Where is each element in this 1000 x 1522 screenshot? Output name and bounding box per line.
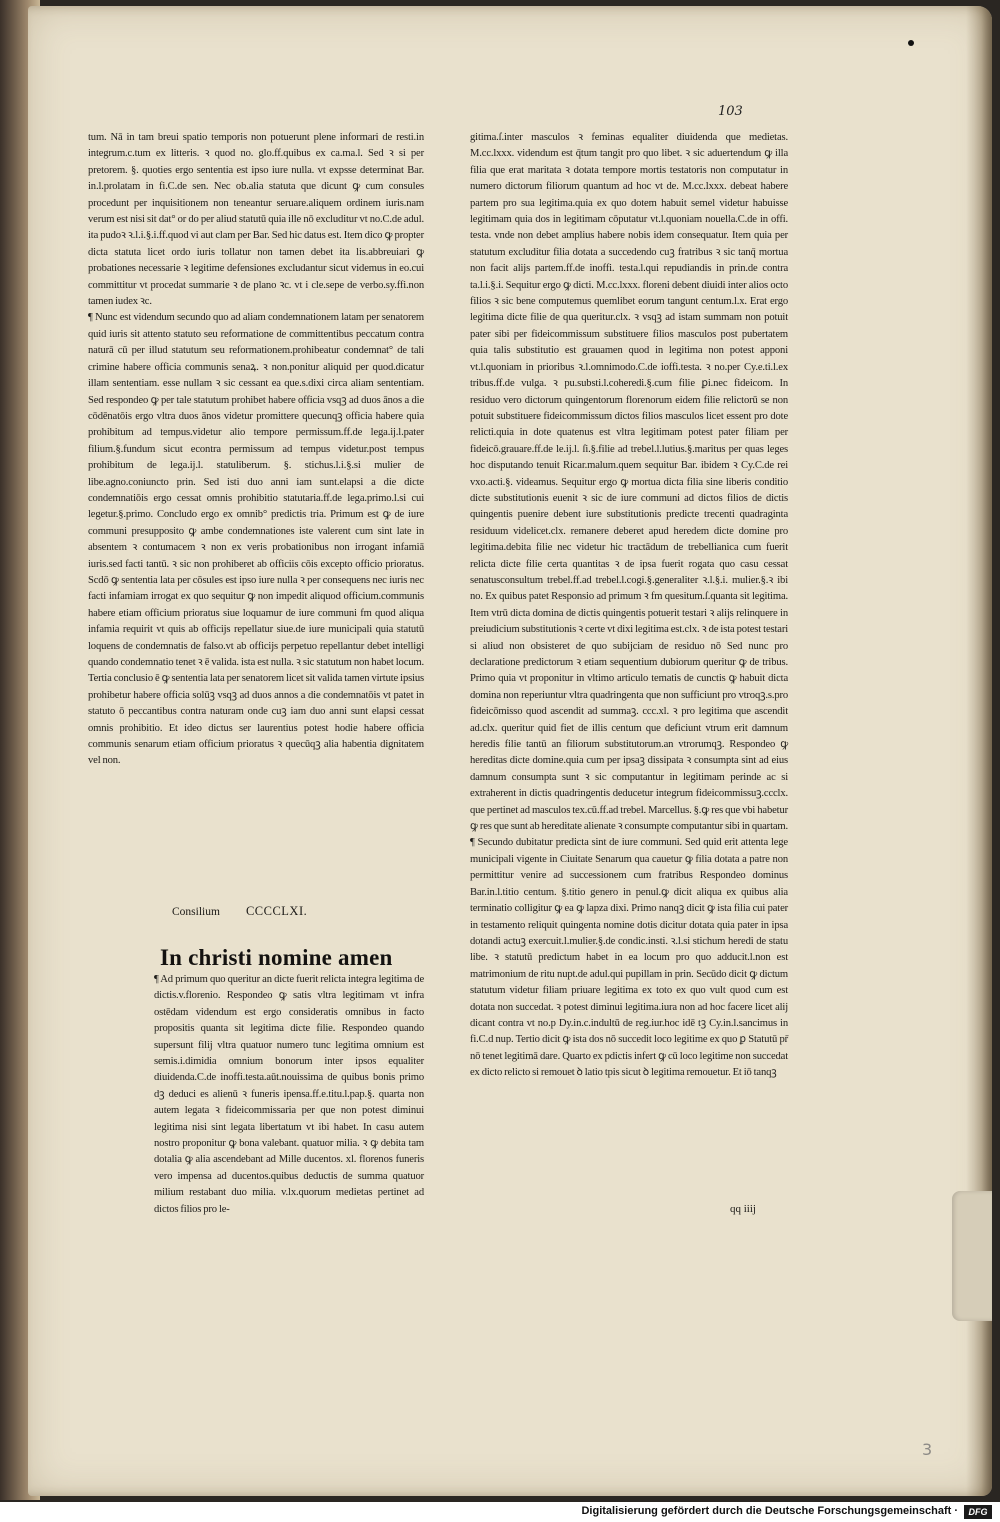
pencil-mark: 3 [922, 1440, 933, 1459]
consilium-number: CCCCLXI. [245, 904, 308, 918]
paragraph: ¶ Ad primum quo queritur an dicte fuerit relicta integra legitima de dictis.v.florenio. Respondeo ꝙ satis vltra legitimam vt infra ostēdam videndum est ergo consideratis omnibus in facto propositis quanta sit legitima dicte filie. Respondeo quando supersunt filij vltra quatuor numero tunc legitima omnium est semis.i.dimidia omnium bonorum inter ipsos equaliter diuidenda.C.de inoffi.testa.aūt.nouissima de quibus bonis primo dꝫ deduci es alienū ꝛ funeris ipensa.ff.e.titu.l.pap.§. quarta non autem legata ꝛ fideicommissaria per que non potest diminui legitima nisi sint legata libertatum vt ibi habet. In casu autem nostro proponitur ꝙ bona valebant. quatuor milia. ꝛ ꝙ debita tam dotalia ꝙ alia ascendebant ad Mille ducentos. xl. florenos funeris vero impensa ad ducentos.quibus deductis de summa quatuor milium restabant duo milia. v.lx.quorum medietas pertinet ad dictos filios pro le- [154, 974, 424, 1215]
paragraph: gitima.ſ.inter masculos ꝛ feminas equaliter diuidenda que medietas. M.cc.lxxx. videndum est q̄tum tangit pro quo libet. ꝛ sic aduertendum ꝙ illa filia que erat maritata ꝛ dotata tempore mortis testatoris non computatur in numero dictorum filiorum quantum ad hoc vt de. M.cc.lxxx. debeat habere partem pro sua legitima.quia ex quo dotem habuit semel videtur habuisse legitimam quia dos in legitimam cōputatur vt.l.quoniam nouella.C.de in offi. testa. vnde non debet amplius habere nobis idem consequatur. Item quia per statutum excluditur filia dotata a succedendo cuꝫ fratribus ꝛ sic tanq̄ mortua non facit alijs partem.ff.de inoffi. testa.l.qui repudiandis in prin.de contra ta.l.i.§.i. Sequitur ergo ꝙ dicti. M.cc.lxxx. floreni debent diuidi inter alios octo filios ꝛ sic bene computemus quemlibet eorum tangunt centum.l.x. Erat ergo legitima dicte filie de qua queritur.clx. ꝛ vsqꝫ ad istam summam non potuit pater sibi per fideicommissum substituere filios masculos post pubertatem quia talis substitutio est grauamen quod in legitima non potest apponi vt.l.quoniam in prioribus ꝛ.l.omnimodo.C.de ioffi.testa. ꝛ no.per Cy.e.ti.l.ex tribus.ff.de vulga. ꝛ pu.substi.l.coheredi.§.cum filie ꝑi.nec fideicom. In residuo vero dictorum quingentorum florenorum eidem filie relictorū se non potuit substituere fideicommissum dictos filios masculos licet essent pro dote relicti.quia in dote quatenus est vltra legitimam potest pater filiam per fideicō.grauare.ff.de le.ij.l. ſi.§.filie ad trebel.l.lutius.§.maritus per quas leges hoc disputando tenuit Ricar.malum.quem sequitur Bar. ibidem ꝛ Cy.C.de rei vxo.acti.§. videamus. Sequitur ergo ꝙ mortua dicta filia sine liberis conditio dicte substitutionis euenit ꝛ sic de iure communi ad dictos filios de dictis quingentis puenire debent iure substitutionis predicte trecenti quadraginta residuum videlicet.clx. remanere deberet apud heredem dicte domine pro legitima.debita filie nec videtur hic tractādum de trebellianica cum fuerit relicta dicte filie certa quantitas ꝛ de ipsa fuerit rogata quo casu cessat senatusconsultum trebel.ff.ad trebel.l.cogi.§.generaliter ꝛ.l.§.i. mulier.§.ꝛ ibi no. Ex quibus patet Responsio ad primum ꝛ fm quesitum.ſ.quanta sit legitima. Item vtrū dicta domina de dictis quingentis potuerit testari ꝛ alijs relinquere in preiudicium substitutionis ꝛ certe vt dixi legitima est.clx. ꝛ de ista potest testari si aliud non obsisteret de quo subijciam de residuo nō Sed nunc pro declaratione predictorum ꝛ etiam sequentium dubiorum queritur ꝙ de tribus. Primo quia vt proponitur in vltimo articulo tematis de cunctis ꝙ habuit dicta domina non reperiuntur vltra quadringenta que non sufficiunt pro vtroqꝫ.s.pro fideicōmisso quod ascendit ad summaꝫ. ccc.xl. ꝛ pro legitima que ascendit ad.clx. queritur quid fiet de illis centum que deficiunt vtrum erit damnum heredis filie tantū an filiorum substitutorum.an vtrorumqꝫ. Respondeo ꝙ hereditas dicte domine.quia cum per ipsaꝫ dissipata ꝛ consumpta sint ad eius damnum consumpta sunt ꝛ sic computantur in legitimam perinde ac si extraherent in dictis quadringentis deducetur integrum fideicommissuꝫ.ccclx. que pertinet ad masculos tex.cū.ff.ad trebel. Marcellus. §.ꝙ res que vbi habetur ꝙ res que sunt ab hereditate alienate ꝛ consumpte computantur sibi in quartam. ¶ Secundo dubitatur predicta sint de iure communi. Sed quid erit attenta lege municipali vigente in Ciuitate Senarum qua cauetur ꝙ filia dotata a patre non permittitur venire ad successionem cum fratribus Respondeo dominus Bar.in.l.titio centum. §.titio genero in penul.ꝙ dicit aliqua ex quibus alia terminatio colligitur ꝙ ea ꝙ lapza dixi. Primo nanqꝫ dicit ꝙ ista filia cui pater in testamento reliquit quingenta nomine dotis dicitur dotata quia pater in ipsa dotandi actuꝫ exercuit.l.mulier.§.de condic.insti. ꝛ.l.si stichum heredi de statu libe. ꝛ statutū predictum habet in ea locum pro quo adducit.l.non est matrimonium de ritu nupt.de adul.qui pupillam in prin. Secūdo dicit ꝙ dictum statutum videtur filiam priuare legitima ex toto ex quo vult quod cum est dotata non succedat. ꝛ potest diminui legitima.iura non ad hoc facere licet alij dicant contra vt no.p Dy.in.c.indultū de reg.iur.hoc idē tꝫ Cy.in.l.sancimus in fi.C.d nup. Tertio dicit ꝙ ista dos nō succedit loco legitime ex quo ꝑ Statutū pr̄ nō tenet legitimā dare. Quarto ex pdictis infert ꝙ cū loco legitime non succedat ex dicto relicto si remouet ꝺ latio tpis sicut ꝺ legitima remouetur. Et iō tanqꝫ [470, 132, 788, 1079]
right-column [470, 130, 788, 1082]
paragraph: ¶ Nunc est videndum secundo quo ad aliam condemnationem latam per senatorem quid iuris sit attento statuto seu reformatione de committentibus peccatum contra naturā cū per illud statutum seu reformationem.prohibeatur condemnat° de tali crimine habere officia communis senaꝝ. ꝛ non.ponitur aliquid per quod.dicatur illam sententiam. esse nullam ꝛ sic cessant ea que.s.dixi circa aliam sententiam. Sed respondeo ꝙ per tale statutum prohibet habere officia vsqꝫ ad duos ānos a die cōdēnatōis ergo vltra duos ānos videtur promittere quecunqꝫ officia habere quia prohibitum ad tempus.videtur alio tempore permissum.ff.de lega.ij.l.pater filium.§.fundum sicut econtra permissum ad tempus videtur.post tempus prohibitum de lega.ij.l. statuliberum. §. stichus.l.i.§.si mulier de libe.agno.coniuncto prin. Sed isti duo anni iam sunt.elapsi a die dicte condemnatiōis ergo cessat omnis prohibitio statutaria.ff.de lega.primo.l.si cui legetur.§.primo. Concludo ergo ex omnib° predictis tria. Primum est ꝙ de iure communi presupposito ꝙ ambe condemnationes iste valerent cum sint late in absentem ꝛ contumacem ꝛ non ex veris probationibus non irrogant infamiā iuris.sed facti tantū. ꝛ sic non prohiberet ab officiis cōis excepto officio prioratus. Scdō ꝙ sententia lata per cōsules est ipso iure nulla ꝛ per consequens nec iuris nec facti infamiam irrogat ex quo sequitur ꝙ non impedit aliquod officium.communis habere etiam officium prioratus siue loquamur de iure communi fm quod aliqua infamia requirit vt quis ab officijs repellatur siue.de iure municipali quia statutū loquens de condemnatis de falso.vt ab officijs perpetuo repellantur debet intelligi quando condemnatio tenet ꝛ ē valida. ista est nulla. ꝛ sic statutum non habet locum. Tertia conclusio ē ꝙ sententia lata per senatorem licet sit valida tamen virtute ipsius prohibetur habere officia solūꝫ vsqꝫ ad duos annos a die condemnatōis vt patet in statuto ō peccantibus contra naturam onde cuꝫ iam duo anni sunt elapsi cessat omnis prohibitio. Et ideo dictus ser laurentius potest hodie habere officia communis senarum etiam officium prioratus ꝛ quecūqꝫ alia habentia dignitatem vel non. [88, 312, 424, 767]
ink-dot [908, 40, 914, 46]
paragraph: tum. Nā in tam breui spatio temporis non potuerunt plene informari de resti.in integrum.c.tum ex litteris. ꝛ quod no. glo.ff.quibus ex ca.ma.l. Sed ꝛ si per pretorem. §. quoties ergo sententia est ipso iure nulla. vt expsse determinat Bar. in.l.prolatam in fi.C.de sen. Nec ob.alia statuta que dicunt ꝙ cum consules procedunt per inquisitionem non teneantur seruare.aliquem ordinem iuris.nam verum est nisi sit dat° or do per aliud statutū quia ille nō excluditur vt no.C.de adul. ita pudoꝛ ꝛ.l.i.§.i.ff.quod vi aut clam per Bar. Sed hic datus est. Item dico ꝙ propter dicta statuta licet ordo iuris tollatur non tamen debet ita lis.abbreuiari ꝙ probationes necessarie ꝛ legitime defensiones excludantur sicut videmus in eo.cui committitur vt procedat summarie ꝛ de plano ꝛc. vt i cle.sepe de verbo.sy.ffi.non tamen iudex ꝛc. [88, 132, 424, 308]
invocation-heading: In christi nomine amen [160, 945, 393, 970]
dfg-logo: DFG [964, 1505, 992, 1519]
page-tab [952, 1191, 992, 1321]
consilium-heading [172, 904, 307, 919]
signature-mark: qq iiij [730, 1203, 756, 1215]
consilium-label: Consilium [172, 906, 220, 918]
folio-number: 103 [718, 104, 743, 119]
footer-text: Digitalisierung gefördert durch die Deutsche Forschungsgemeinschaft · [581, 1505, 958, 1517]
left-column-top [88, 130, 424, 770]
left-column-bottom [154, 972, 424, 1218]
footer-bar [0, 1502, 1000, 1522]
